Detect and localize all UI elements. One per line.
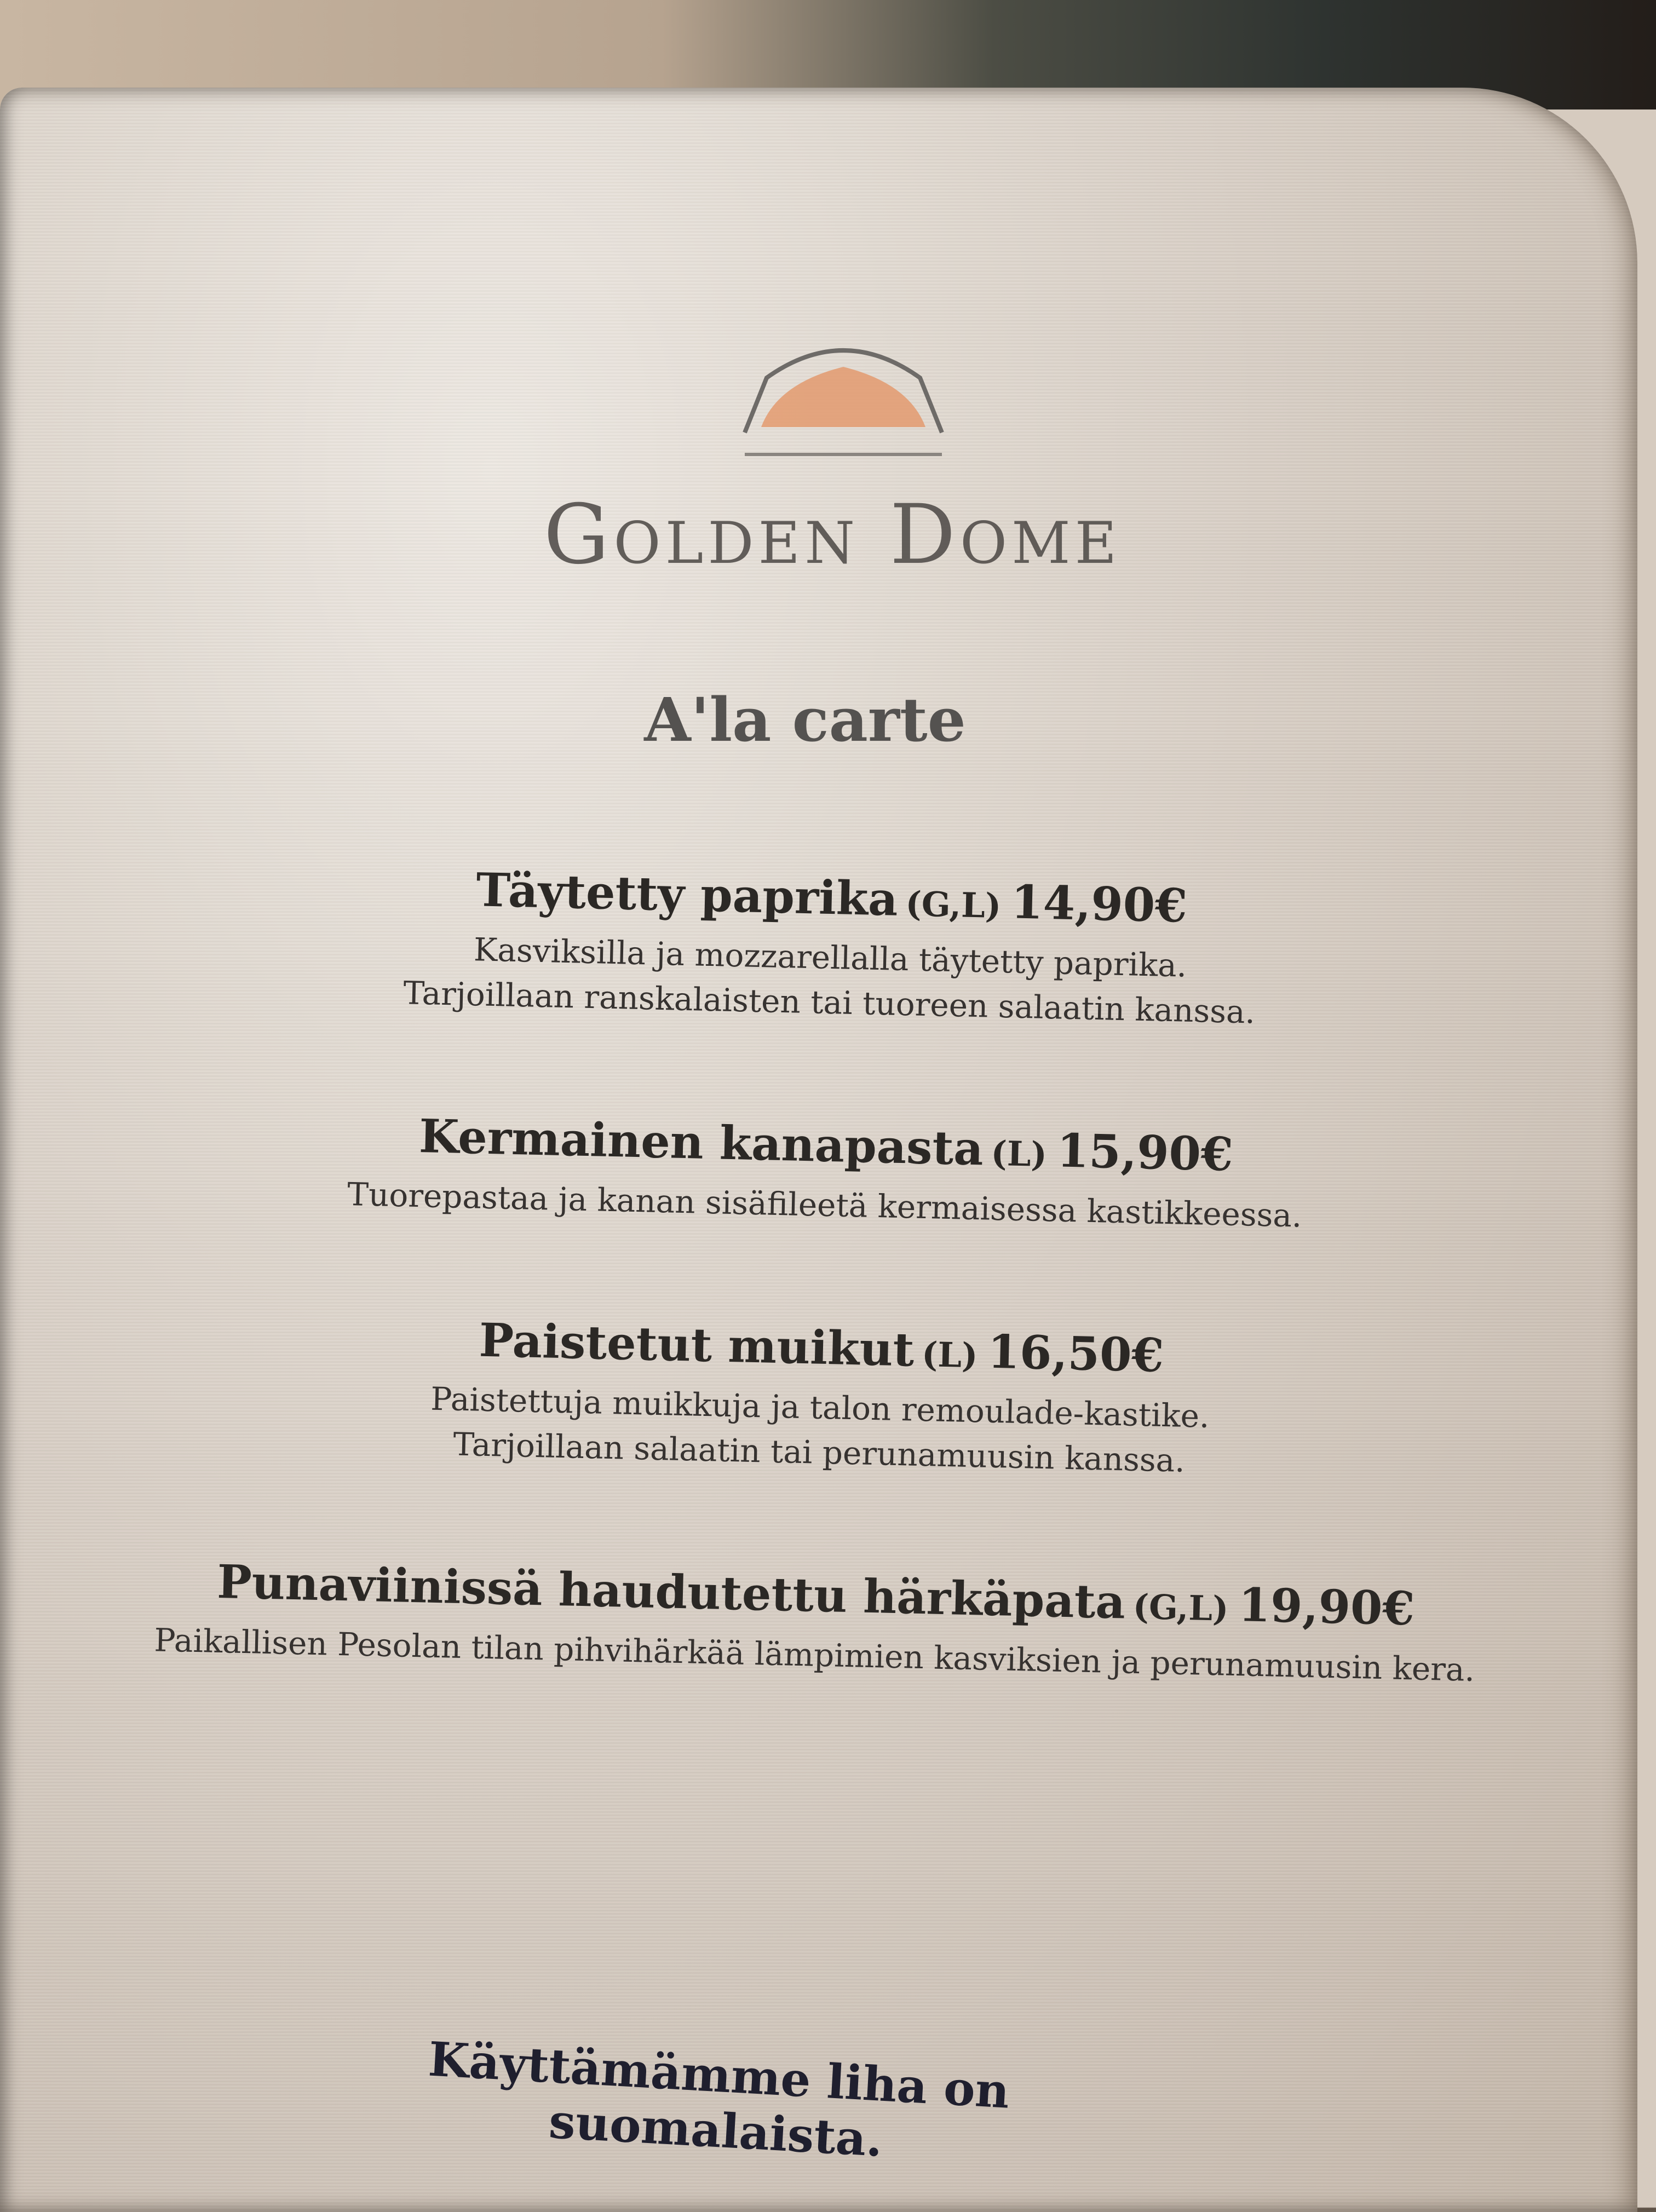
dish-name: Punaviinissä haudutettu härkäpata xyxy=(216,1554,1126,1629)
menu-item xyxy=(68,1096,1582,1245)
dish-description: Paikallisen Pesolan tilan pihvihärkää lämpimien kasviksien ja perunamuusin kera. xyxy=(153,1621,1475,1689)
diet-label: (G,L) xyxy=(1132,1586,1229,1629)
dish-description: Tarjoillaan salaatin tai perunamuusin kanssa. xyxy=(452,1425,1186,1479)
diet-label: (L) xyxy=(990,1133,1048,1175)
section-title: A'la carte xyxy=(644,684,966,755)
menu-page xyxy=(0,88,1637,2212)
diet-label: (L) xyxy=(921,1334,979,1376)
golden-dome-icon xyxy=(723,329,964,471)
dish-description: Tarjoillaan ranskalaisten tai tuoreen salaatin kanssa. xyxy=(403,974,1256,1031)
dish-name: Täytetty paprika xyxy=(475,862,899,926)
menu-item xyxy=(73,848,1588,1042)
diet-label: (G,L) xyxy=(905,884,1002,926)
menu-item xyxy=(63,1298,1578,1492)
menu-list xyxy=(56,848,1588,1782)
dish-price: 16,50€ xyxy=(987,1324,1165,1382)
dish-description: Paistettuja muikkuja ja talon remoulade-kastike. xyxy=(430,1380,1210,1435)
dish-description: Tuorepastaa ja kanan sisäfileetä kermaisessa kastikkeessa. xyxy=(347,1176,1303,1235)
meat-origin-note: Käyttämämme liha on suomalaista. xyxy=(427,2031,1011,2168)
dish-name: Paistetut muikut xyxy=(478,1312,915,1377)
restaurant-logo xyxy=(493,329,1172,583)
dish-name: Kermainen kanapasta xyxy=(418,1109,984,1176)
dish-price: 14,90€ xyxy=(1010,874,1188,933)
dish-description: Kasviksilla ja mozzarellalla täytetty paprika. xyxy=(473,931,1187,984)
dish-price: 19,90€ xyxy=(1238,1577,1416,1636)
dish-price: 15,90€ xyxy=(1056,1123,1234,1182)
brand-name: Golden Dome xyxy=(543,487,1122,583)
menu-item xyxy=(59,1545,1572,1695)
